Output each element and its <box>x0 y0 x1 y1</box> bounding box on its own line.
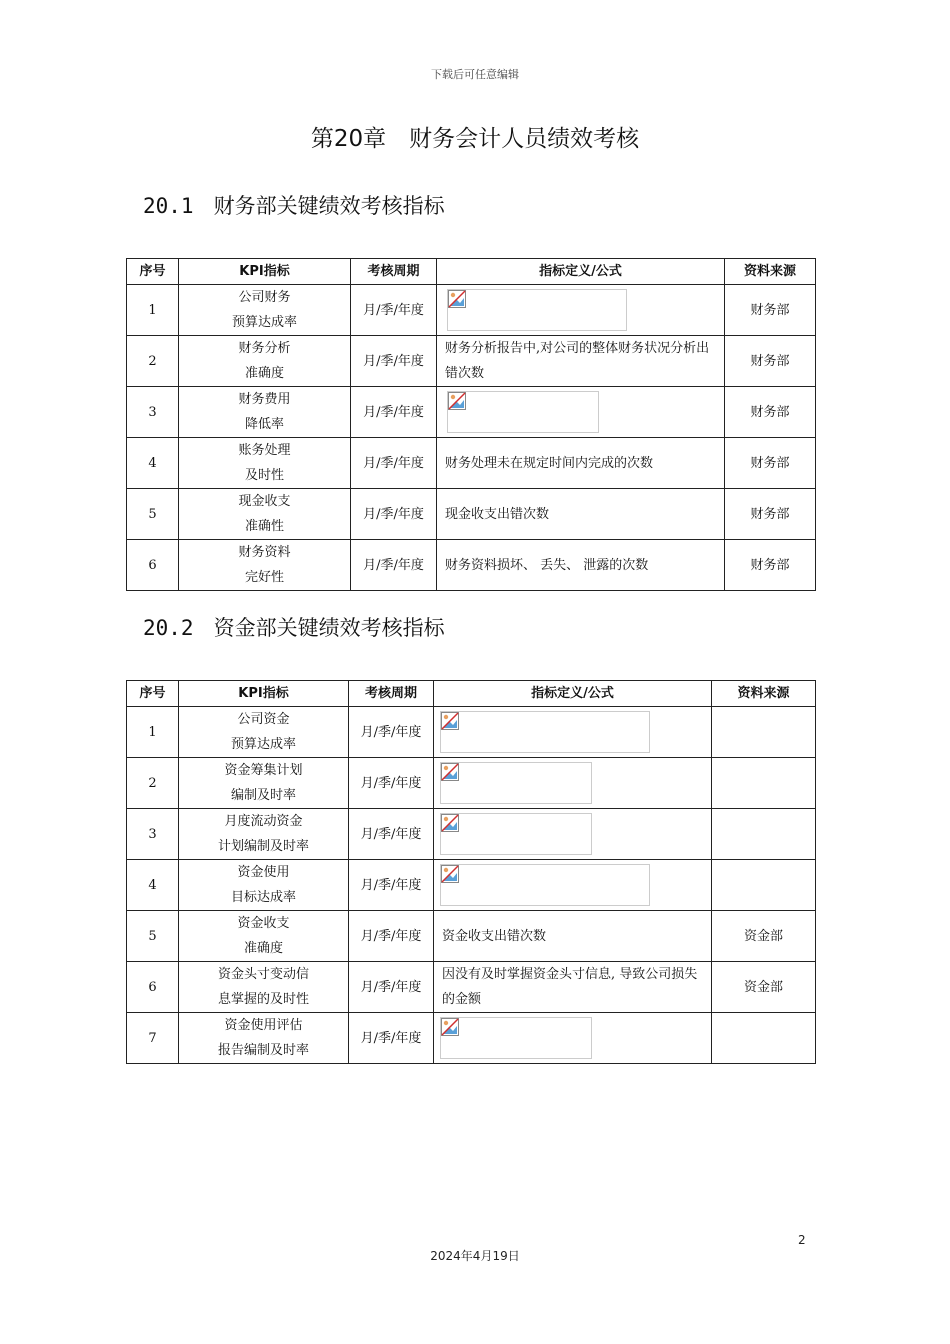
page-number: 2 <box>798 1233 806 1247</box>
kpi-line-2: 及时性 <box>244 468 284 483</box>
cell-period: 月/季/年度 <box>349 1013 434 1064</box>
cell-source <box>712 1013 816 1064</box>
cell-period: 月/季/年度 <box>351 540 437 591</box>
cell-no: 7 <box>127 1013 179 1064</box>
kpi-line-2: 准确度 <box>243 941 283 956</box>
cell-definition: 财务分析报告中,对公司的整体财务状况分析出错次数 <box>437 336 725 387</box>
col-header-kpi: KPI指标 <box>179 681 349 707</box>
broken-image-icon <box>441 1018 459 1036</box>
cell-kpi <box>179 1013 349 1064</box>
page-header: 下载后可任意编辑 <box>431 68 519 81</box>
kpi-line-1: 账务处理 <box>238 443 291 458</box>
cell-no: 2 <box>127 758 179 809</box>
cell-no: 1 <box>127 707 179 758</box>
cell-kpi <box>179 911 349 962</box>
section-number: 20.1 <box>143 194 194 218</box>
cell-definition: 因没有及时掌握资金头寸信息, 导致公司损失的金额 <box>434 962 712 1013</box>
section-title-1 <box>143 190 445 220</box>
cell-kpi <box>179 387 351 438</box>
cell-period: 月/季/年度 <box>349 911 434 962</box>
section-heading: 资金部关键绩效考核指标 <box>213 616 445 640</box>
cell-source <box>712 860 816 911</box>
broken-image-icon <box>441 814 459 832</box>
cell-no: 3 <box>127 387 179 438</box>
table-header-row <box>127 681 816 707</box>
kpi-line-1: 资金使用评估 <box>224 1018 303 1033</box>
col-header-no: 序号 <box>127 259 179 285</box>
cell-kpi <box>179 860 349 911</box>
kpi-line-2: 准确度 <box>244 366 284 381</box>
kpi-line-1: 公司资金 <box>237 712 290 727</box>
cell-source: 财务部 <box>725 336 816 387</box>
broken-image-icon <box>441 865 459 883</box>
table-row <box>127 438 816 489</box>
kpi-line-1: 资金头寸变动信 <box>217 967 309 982</box>
cell-no: 5 <box>127 911 179 962</box>
col-header-definition: 指标定义/公式 <box>434 681 712 707</box>
cell-kpi <box>179 707 349 758</box>
cell-period: 月/季/年度 <box>349 707 434 758</box>
cell-no: 6 <box>127 540 179 591</box>
cell-period: 月/季/年度 <box>351 438 437 489</box>
cell-kpi <box>179 438 351 489</box>
col-header-no: 序号 <box>127 681 179 707</box>
cell-definition: 现金收支出错次数 <box>437 489 725 540</box>
cell-no: 6 <box>127 962 179 1013</box>
kpi-line-1: 月度流动资金 <box>224 814 303 829</box>
cell-kpi <box>179 489 351 540</box>
formula-image-placeholder <box>440 762 592 804</box>
cell-source: 资金部 <box>712 962 816 1013</box>
cell-source: 资金部 <box>712 911 816 962</box>
table-row <box>127 707 816 758</box>
cell-source: 财务部 <box>725 285 816 336</box>
cell-definition <box>437 387 725 438</box>
cell-definition: 财务处理未在规定时间内完成的次数 <box>437 438 725 489</box>
kpi-line-1: 公司财务 <box>238 290 291 305</box>
section-heading: 财务部关键绩效考核指标 <box>213 194 445 218</box>
formula-image-placeholder <box>440 711 650 753</box>
cell-kpi <box>179 758 349 809</box>
kpi-line-2: 编制及时率 <box>230 788 296 803</box>
formula-image-placeholder <box>447 289 627 331</box>
cell-period: 月/季/年度 <box>349 962 434 1013</box>
kpi-line-2: 完好性 <box>244 570 284 585</box>
section-number: 20.2 <box>143 616 194 640</box>
cell-kpi <box>179 336 351 387</box>
kpi-line-1: 财务资料 <box>238 545 291 560</box>
cell-period: 月/季/年度 <box>351 285 437 336</box>
kpi-line-2: 准确性 <box>244 519 284 534</box>
kpi-line-1: 资金筹集计划 <box>224 763 303 778</box>
cell-no: 5 <box>127 489 179 540</box>
cell-definition <box>434 707 712 758</box>
kpi-line-2: 计划编制及时率 <box>217 839 309 854</box>
cell-definition <box>434 1013 712 1064</box>
table-row <box>127 911 816 962</box>
cell-period: 月/季/年度 <box>351 387 437 438</box>
cell-definition <box>434 758 712 809</box>
cell-no: 1 <box>127 285 179 336</box>
cell-source <box>712 809 816 860</box>
col-header-kpi: KPI指标 <box>179 259 351 285</box>
cell-no: 4 <box>127 438 179 489</box>
broken-image-icon <box>441 712 459 730</box>
cell-kpi <box>179 540 351 591</box>
broken-image-icon <box>448 392 466 410</box>
cell-definition: 财务资料损坏、 丢失、 泄露的次数 <box>437 540 725 591</box>
footer-date: 2024年4月19日 <box>430 1249 520 1263</box>
cell-period: 月/季/年度 <box>351 336 437 387</box>
cell-no: 2 <box>127 336 179 387</box>
kpi-table-finance <box>126 258 816 591</box>
kpi-line-2: 预算达成率 <box>230 737 296 752</box>
formula-image-placeholder <box>440 864 650 906</box>
kpi-line-2: 预算达成率 <box>231 315 297 330</box>
chapter-title: 第20章 财务会计人员绩效考核 <box>310 126 640 152</box>
col-header-definition: 指标定义/公式 <box>437 259 725 285</box>
cell-kpi <box>179 962 349 1013</box>
kpi-line-2: 息掌握的及时性 <box>217 992 309 1007</box>
kpi-line-1: 财务分析 <box>238 341 291 356</box>
kpi-line-2: 降低率 <box>244 417 284 432</box>
table-row <box>127 809 816 860</box>
cell-kpi <box>179 809 349 860</box>
kpi-line-2: 目标达成率 <box>230 890 296 905</box>
section-title-2 <box>143 612 445 642</box>
table-row <box>127 336 816 387</box>
kpi-table-treasury <box>126 680 816 1064</box>
col-header-source: 资料来源 <box>712 681 816 707</box>
kpi-line-2: 报告编制及时率 <box>217 1043 309 1058</box>
cell-source: 财务部 <box>725 540 816 591</box>
table-row <box>127 540 816 591</box>
col-header-period: 考核周期 <box>351 259 437 285</box>
cell-period: 月/季/年度 <box>351 489 437 540</box>
broken-image-icon <box>448 290 466 308</box>
table-row <box>127 387 816 438</box>
cell-no: 3 <box>127 809 179 860</box>
cell-period: 月/季/年度 <box>349 860 434 911</box>
cell-definition <box>437 285 725 336</box>
cell-source <box>712 707 816 758</box>
table-header-row <box>127 259 816 285</box>
table-row <box>127 758 816 809</box>
col-header-period: 考核周期 <box>349 681 434 707</box>
cell-definition: 资金收支出错次数 <box>434 911 712 962</box>
table-row <box>127 489 816 540</box>
kpi-line-1: 财务费用 <box>238 392 291 407</box>
table-row <box>127 285 816 336</box>
cell-source <box>712 758 816 809</box>
formula-image-placeholder <box>447 391 599 433</box>
cell-kpi <box>179 285 351 336</box>
col-header-source: 资料来源 <box>725 259 816 285</box>
cell-period: 月/季/年度 <box>349 758 434 809</box>
cell-no: 4 <box>127 860 179 911</box>
cell-source: 财务部 <box>725 387 816 438</box>
cell-source: 财务部 <box>725 489 816 540</box>
formula-image-placeholder <box>440 1017 592 1059</box>
table-row <box>127 962 816 1013</box>
cell-period: 月/季/年度 <box>349 809 434 860</box>
kpi-line-1: 现金收支 <box>238 494 291 509</box>
cell-definition <box>434 809 712 860</box>
broken-image-icon <box>441 763 459 781</box>
kpi-line-1: 资金使用 <box>237 865 290 880</box>
formula-image-placeholder <box>440 813 592 855</box>
kpi-line-1: 资金收支 <box>237 916 290 931</box>
cell-definition <box>434 860 712 911</box>
cell-source: 财务部 <box>725 438 816 489</box>
table-row <box>127 1013 816 1064</box>
table-row <box>127 860 816 911</box>
